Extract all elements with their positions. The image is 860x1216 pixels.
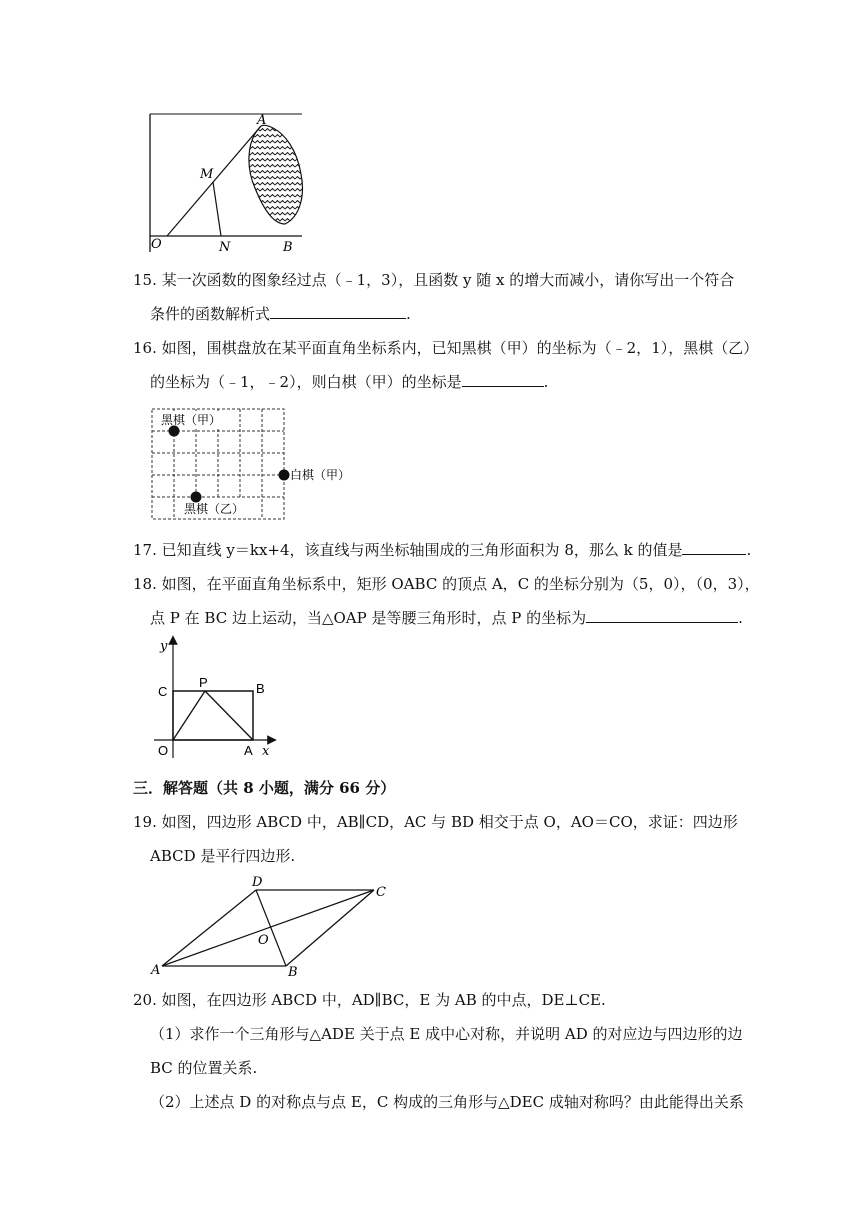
q15-line2 — [150, 304, 411, 324]
label-D: D — [252, 875, 263, 890]
q19-line2 — [150, 846, 295, 866]
q16-text-2: 的坐标为（﹣1，﹣2），则白棋（甲）的坐标是 — [150, 373, 462, 391]
figure-q14 — [145, 110, 310, 258]
q18-line1 — [133, 574, 760, 594]
label-O: O — [158, 743, 169, 758]
q16-number: 16. — [133, 339, 157, 357]
q20-part2-line1: （2）上述点 D 的对称点与点 E，C 构成的三角形与△DEC 成轴对称吗？由此能得出关系 — [150, 1093, 744, 1111]
black-stone-b — [191, 492, 202, 503]
label-A: A — [151, 963, 161, 978]
q20-line1 — [133, 990, 606, 1010]
q17-text: 已知直线 y＝kx+4，该直线与两坐标轴围成的三角形面积为 8，那么 k 的值是 — [161, 541, 683, 559]
q18-line2 — [150, 608, 743, 628]
q19-text-2: ABCD 是平行四边形. — [150, 847, 296, 865]
q15-answer-blank[interactable] — [270, 304, 406, 319]
figure-go-board — [148, 405, 358, 523]
q20-number: 20. — [133, 991, 157, 1009]
label-white-a: 白棋（甲） — [290, 468, 351, 482]
lake-shape — [249, 125, 303, 224]
section-3-title: 三．解答题（共 8 小题，满分 66 分） — [133, 779, 396, 797]
label-x: x — [262, 744, 270, 759]
q20-part1-line1: （1）求作一个三角形与△ADE 关于点 E 成中心对称，并说明 AD 的对应边与四边形的边 — [150, 1025, 743, 1043]
label-y: y — [160, 639, 168, 654]
q18-answer-blank[interactable] — [586, 608, 738, 623]
q16-end: . — [543, 373, 549, 391]
label-black-a: 黑棋（甲） — [161, 413, 222, 427]
figure-q19 — [148, 872, 392, 978]
q15-line1 — [133, 270, 734, 290]
label-B: B — [256, 681, 265, 696]
q15-number: 15. — [133, 271, 157, 289]
label-C: C — [376, 885, 386, 900]
label-O: O — [151, 237, 162, 252]
label-A: A — [244, 743, 253, 758]
q19-number: 19. — [133, 813, 157, 831]
q19-text-1: 如图，四边形 ABCD 中，AB∥CD，AC 与 BD 相交于点 O，AO＝CO，求证：四边形 — [161, 813, 738, 831]
figure-q18 — [148, 634, 280, 762]
q17-line — [133, 540, 751, 560]
label-O: O — [258, 933, 269, 948]
q17-answer-blank[interactable] — [682, 540, 746, 555]
white-stone-a — [279, 470, 290, 481]
label-P: P — [199, 675, 208, 690]
q18-number: 18. — [133, 575, 157, 593]
q20-text-1: 如图，在四边形 ABCD 中，AD∥BC，E 为 AB 的中点，DE⊥CE. — [161, 991, 606, 1009]
label-M: M — [200, 167, 214, 182]
q18-text-2: 点 P 在 BC 边上运动，当△OAP 是等腰三角形时，点 P 的坐标为 — [150, 609, 587, 627]
q20-part1-line2: BC 的位置关系. — [150, 1059, 258, 1077]
q18-end: . — [738, 609, 743, 627]
q15-text-2: 条件的函数解析式 — [150, 305, 271, 323]
q17-number: 17. — [133, 541, 157, 559]
label-A: A — [257, 113, 267, 128]
q17-end: . — [746, 541, 752, 559]
q15-end: . — [406, 305, 411, 323]
q18-text-1: 如图，在平面直角坐标系中，矩形 OABC 的顶点 A，C 的坐标分别为（5，0），（0，3）， — [161, 575, 760, 593]
label-B: B — [283, 240, 293, 255]
q16-line1 — [133, 338, 758, 358]
label-C: C — [158, 684, 168, 699]
q15-text-1: 某一次函数的图象经过点（﹣1，3），且函数 y 随 x 的增大而减小，请你写出一个符合 — [161, 271, 735, 289]
q16-line2 — [150, 372, 548, 392]
label-black-b: 黑棋（乙） — [184, 502, 245, 516]
q19-line1 — [133, 812, 738, 832]
label-N: N — [219, 240, 231, 255]
q16-answer-blank[interactable] — [462, 372, 544, 387]
q16-text-1: 如图，围棋盘放在某平面直角坐标系内，已知黑棋（甲）的坐标为（﹣2，1），黑棋（乙） — [161, 339, 759, 357]
black-stone-a — [169, 426, 180, 437]
label-B: B — [288, 965, 298, 978]
